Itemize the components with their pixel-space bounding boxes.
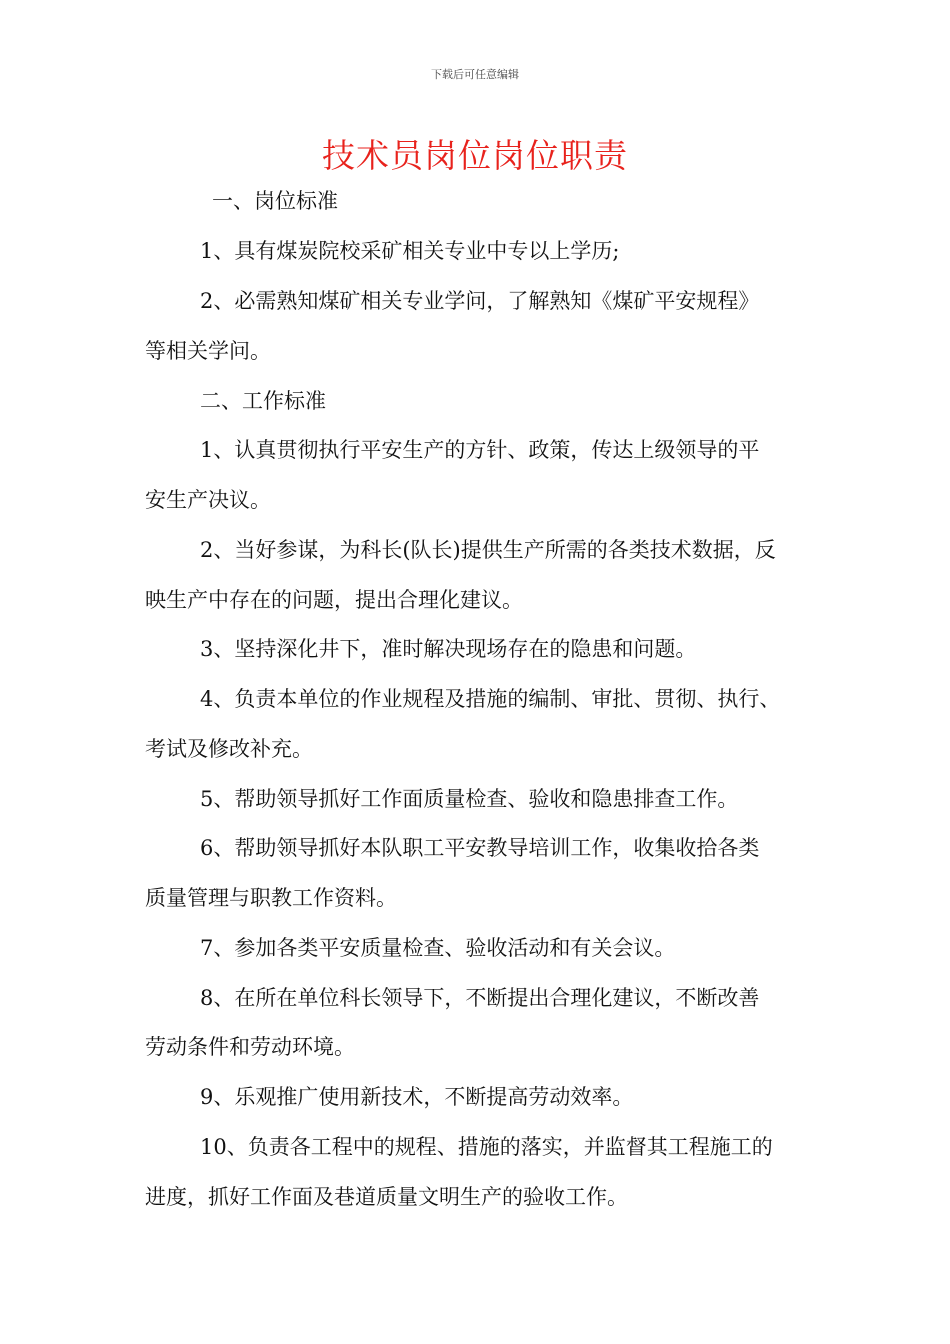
paragraph-line: 8、在所在单位科长领导下，不断提出合理化建议，不断改善 xyxy=(200,986,760,1010)
paragraph-line: 映生产中存在的问题，提出合理化建议。 xyxy=(145,588,523,612)
paragraph-line: 5、帮助领导抓好工作面质量检查、验收和隐患排查工作。 xyxy=(200,787,739,811)
paragraph-line: 等相关学问。 xyxy=(145,339,271,363)
paragraph-line: 质量管理与职教工作资料。 xyxy=(145,886,397,910)
paragraph-line: 考试及修改补充。 xyxy=(145,737,313,761)
header-note: 下载后可任意编辑 xyxy=(431,68,519,81)
document-title: 技术员岗位岗位职责 xyxy=(322,136,628,175)
paragraph-line: 2、必需熟知煤矿相关专业学问，了解熟知《煤矿平安规程》 xyxy=(200,289,760,313)
paragraph-line: 安生产决议。 xyxy=(145,488,271,512)
paragraph-line: 劳动条件和劳动环境。 xyxy=(145,1035,355,1059)
section-heading: 二、工作标准 xyxy=(200,389,326,413)
paragraph-line: 9、乐观推广使用新技术，不断提高劳动效率。 xyxy=(200,1085,634,1109)
paragraph-line: 2、当好参谋，为科长(队长)提供生产所需的各类技术数据，反 xyxy=(200,538,776,562)
paragraph-line: 10、负责各工程中的规程、措施的落实，并监督其工程施工的 xyxy=(200,1135,773,1159)
paragraph-line: 7、参加各类平安质量检查、验收活动和有关会议。 xyxy=(200,936,676,960)
paragraph-line: 1、认真贯彻执行平安生产的方针、政策，传达上级领导的平 xyxy=(200,438,760,462)
paragraph-line: 3、坚持深化井下，准时解决现场存在的隐患和问题。 xyxy=(200,637,697,661)
paragraph-line: 1、具有煤炭院校采矿相关专业中专以上学历; xyxy=(200,239,620,263)
section-heading: 一、岗位标准 xyxy=(212,189,338,213)
paragraph-line: 4、负责本单位的作业规程及措施的编制、审批、贯彻、执行、 xyxy=(200,687,781,711)
paragraph-line: 6、帮助领导抓好本队职工平安教导培训工作，收集收拾各类 xyxy=(200,836,760,860)
paragraph-line: 进度，抓好工作面及巷道质量文明生产的验收工作。 xyxy=(145,1185,628,1209)
